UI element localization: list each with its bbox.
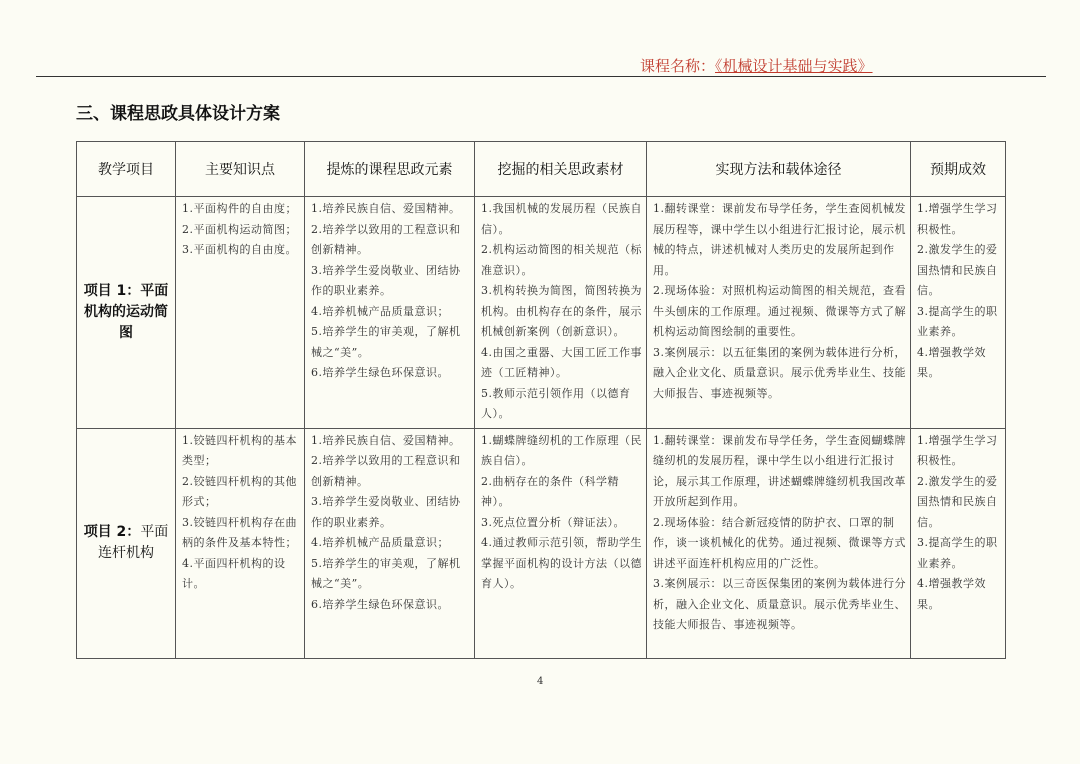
list-item: 2.激发学生的爱国热情和民族自信。 [917,474,998,529]
course-name-title: 《机械设计基础与实践》 [715,57,873,75]
elements-cell [305,197,475,429]
list-item: 5.教师示范引领作用（以德育人）。 [481,386,631,420]
course-name-header [640,55,873,76]
list-item: 4.由国之重器、大国工匠工作事迹（工匠精神）。 [481,345,642,379]
list-item: 1.增强学生学习积极性。 [917,202,998,236]
list-item: 1.培养民族自信、爱国精神。 [311,202,461,215]
section-heading: 三、课程思政具体设计方案 [76,104,280,124]
project-cell [77,197,176,429]
list-item: 2.培养学以致用的工程意识和创新精神。 [311,222,461,256]
list-item: 4.平面四杆机构的设计。 [182,556,286,590]
knowledge-cell [176,197,305,429]
project-name-rest: 平面连杆机构 [98,524,169,561]
list-item: 2.现场体验：结合新冠疫情的防护衣、口罩的制作，谈一谈机械化的优势。通过视频、微课等方式讲述平面连杆机构应用的广泛性。 [653,515,906,570]
methods-cell [647,428,911,658]
methods-cell [647,197,911,429]
header-teaching-project: 教学项目 [77,142,176,197]
materials-cell [475,428,647,658]
header-divider [36,76,1046,77]
list-item: 2.曲柄存在的条件（科学精神）。 [481,474,619,508]
list-item: 1.翻转课堂：课前发布导学任务，学生查阅蝴蝶牌缝纫机的发展历程，课中学生以小组进行汇报讨论，展示其工作原理，讲述蝴蝶牌缝纫机我国改革开放所起到作用。 [653,433,906,508]
list-item: 1.平面构件的自由度； [182,202,297,215]
header-expected-outcomes: 预期成效 [911,142,1006,197]
course-name-label: 课程名称： [640,57,716,75]
project-cell [77,428,176,658]
list-item: 3.培养学生爱岗敬业、团结协作的职业素养。 [311,263,461,297]
list-item: 2.机构运动简图的相关规范（标准意识）。 [481,243,642,277]
list-item: 5.培养学生的审美观，了解机械之“美”。 [311,556,461,590]
header-ideological-elements: 提炼的课程思政元素 [305,142,475,197]
list-item: 1.翻转课堂：课前发布导学任务，学生查阅机械发展历程等，课中学生以小组进行汇报讨论，展示机械的特点，讲述机械对人类历史的发展所起到作用。 [653,202,906,277]
list-item: 2.激发学生的爱国热情和民族自信。 [917,243,998,297]
list-item: 6.培养学生绿色环保意识。 [311,597,449,611]
list-item: 6.培养学生绿色环保意识。 [311,366,449,379]
project-name-bold: 项目 1：平面机构的运动简图 [83,282,169,341]
list-item: 3.提高学生的职业素养。 [917,536,998,570]
elements-cell [305,428,475,658]
list-item: 3.铰链四杆机构存在曲柄的条件及基本特性； [182,515,297,549]
list-item: 2.铰链四杆机构的其他形式； [182,474,297,508]
design-plan-table [76,141,1006,659]
list-item: 4.通过教师示范引领，帮助学生掌握平面机构的设计方法（以德育人）。 [481,536,642,590]
header-ideological-materials: 挖掘的相关思政素材 [475,142,647,197]
header-main-knowledge: 主要知识点 [176,142,305,197]
materials-cell [475,197,647,429]
outcomes-cell [911,197,1006,429]
header-methods-and-carriers: 实现方法和载体途径 [647,142,911,197]
list-item: 5.培养学生的审美观，了解机械之“美”。 [311,325,461,359]
list-item: 3.培养学生爱岗敬业、团结协作的职业素养。 [311,495,461,529]
list-item: 3.案例展示：以五征集团的案例为载体进行分析，融入企业文化、质量意识。展示优秀毕业生、技能大师报告、事迹视频等。 [653,345,906,400]
list-item: 4.增强教学效果。 [917,577,986,611]
list-item: 2.现场体验：对照机构运动简图的相关规范，查看牛头刨床的工作原理。通过视频、微课等方式了解机构运动简图绘制的重要性。 [653,284,906,338]
list-item: 3.机构转换为简图，简图转换为机构。由机构存在的条件，展示机械创新案例（创新意识）。 [481,284,642,338]
list-item: 4.培养机械产品质量意识； [311,304,449,318]
list-item: 3.案例展示：以三奇医保集团的案例为载体进行分析，融入企业文化、质量意识。展示优秀毕业生、技能大师报告、事迹视频等。 [653,577,906,631]
list-item: 3.平面机构的自由度。 [182,243,297,256]
page-number: 4 [537,676,544,687]
list-item: 3.死点位置分析（辩证法）。 [481,515,625,529]
list-item: 2.培养学以致用的工程意识和创新精神。 [311,454,461,488]
table-header-row [77,142,1006,197]
outcomes-cell [911,428,1006,658]
table-row [77,197,1006,429]
list-item: 3.提高学生的职业素养。 [917,304,998,338]
list-item: 1.蝴蝶牌缝纫机的工作原理（民族自信）。 [481,433,642,467]
list-item: 1.我国机械的发展历程（民族自信）。 [481,202,642,236]
list-item: 4.培养机械产品质量意识； [311,536,449,549]
knowledge-cell [176,428,305,658]
project-name-bold: 项目 2： [83,524,141,540]
list-item: 1.增强学生学习积极性。 [917,433,998,467]
table-row [77,428,1006,658]
list-item: 1.铰链四杆机构的基本类型； [182,433,297,467]
list-item: 2.平面机构运动简图； [182,222,297,236]
list-item: 1.培养民族自信、爱国精神。 [311,433,461,447]
list-item: 4.增强教学效果。 [917,345,986,379]
